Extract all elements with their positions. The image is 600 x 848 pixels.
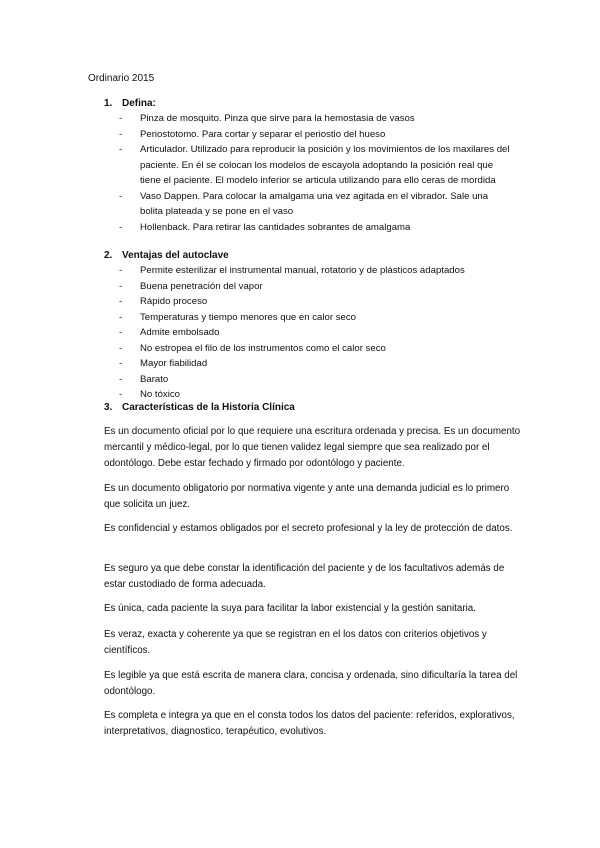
definitions-list: [88, 111, 518, 235]
list-item-text: No estropea el filo de los instrumentos como el calor seco: [140, 342, 386, 354]
dash-bullet-icon: -: [119, 358, 123, 369]
paragraph: Es completa e integra ya que en el consta todos los datos del paciente: referidos, explorativos, interpretativos, diagnostico, terapéutico, evolutivos.: [104, 710, 515, 737]
list-item-text: Permite esterilizar el instrumental manual, rotatorio y de plásticos adaptados: [140, 265, 465, 276]
list-item-text: Barato: [140, 373, 169, 385]
section-definitions: [88, 97, 518, 235]
list-item: [88, 279, 510, 295]
paragraph: Es un documento obligatorio por normativa vigente y ante una demanda judicial es lo primero que solicita un juez.: [104, 483, 510, 510]
section-number: 2.: [104, 250, 113, 261]
list-item-text: Periostotomo. Para cortar y separar el periostio del hueso: [140, 128, 386, 140]
paragraph: Es veraz, exacta y coherente ya que se registran en el los datos con criterios objetivos y científicos.: [104, 629, 487, 656]
list-item: [88, 341, 510, 357]
section-heading-text: Ventajas del autoclave: [122, 250, 229, 261]
paragraph: Es confidencial y estamos obligados por el secreto profesional y la ley de protección de datos.: [104, 523, 513, 534]
dash-bullet-icon: -: [119, 342, 123, 354]
list-item-text: No tóxico: [140, 389, 180, 400]
list-item-text: Temperaturas y tiempo menores que en calor seco: [140, 311, 356, 323]
paragraph: Es un documento oficial por lo que requiere una escritura ordenada y precisa. Es un documento mercantil y médico-legal, por lo que tienen validez legal siempre que sea realizado por el odontólogo. Debe estar fechado y firmado por odontólogo y paciente.: [104, 426, 521, 469]
list-item-text: Pinza de mosquito. Pinza que sirve para la hemostasia de vasos: [140, 113, 415, 124]
section-heading: [88, 401, 518, 415]
dash-bullet-icon: -: [119, 144, 123, 155]
list-item: [88, 111, 510, 127]
section-number: 3.: [104, 402, 113, 413]
paragraph: Es seguro ya que debe constar la identificación del paciente y de los facultativos además de estar custodiado de forma adecuada.: [104, 563, 505, 590]
dash-bullet-icon: -: [119, 373, 123, 385]
list-item: [88, 142, 510, 189]
dash-bullet-icon: -: [119, 389, 123, 400]
dash-bullet-icon: -: [119, 190, 123, 202]
list-item-text: Admite embolsado: [140, 327, 220, 338]
section-clinical-history: [88, 401, 518, 415]
section-number: 1.: [104, 98, 113, 109]
list-item-text: Rápido proceso: [140, 296, 208, 307]
list-item: [88, 294, 510, 310]
section-heading-text: Defina:: [122, 98, 156, 109]
paragraph: Es legible ya que está escrita de manera clara, concisa y ordenada, sino dificultaría la tarea del odontólogo.: [104, 670, 518, 697]
list-item: [88, 189, 510, 220]
section-heading-text: Características de la Historia Clínica: [122, 402, 295, 413]
dash-bullet-icon: -: [119, 265, 123, 276]
list-item: [88, 356, 510, 372]
list-item: [88, 325, 510, 341]
dash-bullet-icon: -: [119, 113, 123, 124]
dash-bullet-icon: -: [119, 311, 123, 323]
section-heading: [88, 97, 518, 111]
list-item: [88, 372, 510, 388]
list-item: [88, 220, 510, 236]
dash-bullet-icon: -: [119, 327, 123, 338]
section-heading: [88, 249, 518, 263]
dash-bullet-icon: -: [119, 221, 123, 233]
list-item-text: Mayor fiabilidad: [140, 358, 208, 369]
document-title: Ordinario 2015: [88, 73, 155, 84]
dash-bullet-icon: -: [119, 296, 123, 307]
section-autoclave: [88, 249, 518, 403]
list-item: [88, 127, 510, 143]
list-item-text: Vaso Dappen. Para colocar la amalgama una vez agitada en el vibrador. Sale una bolita plateada y se pone en el vaso: [140, 190, 489, 217]
list-item: [88, 310, 510, 326]
dash-bullet-icon: -: [119, 128, 123, 140]
paragraph: Es única, cada paciente la suya para facilitar la labor existencial y la gestión sanitaria.: [104, 603, 476, 614]
list-item-text: Articulador. Utilizado para reproducir la posición y los movimientos de los maxilares del paciente. En él se colocan los modelos de escayola adoptando la posición real que tiene el paciente. El modelo inferior se articula utilizando para ello ceras de mordida: [140, 144, 510, 186]
list-item-text: Hollenback. Para retirar las cantidades sobrantes de amalgama: [140, 221, 411, 233]
list-item-text: Buena penetración del vapor: [140, 280, 263, 292]
dash-bullet-icon: -: [119, 280, 123, 292]
list-item: [88, 263, 510, 279]
advantages-list: [88, 263, 518, 403]
